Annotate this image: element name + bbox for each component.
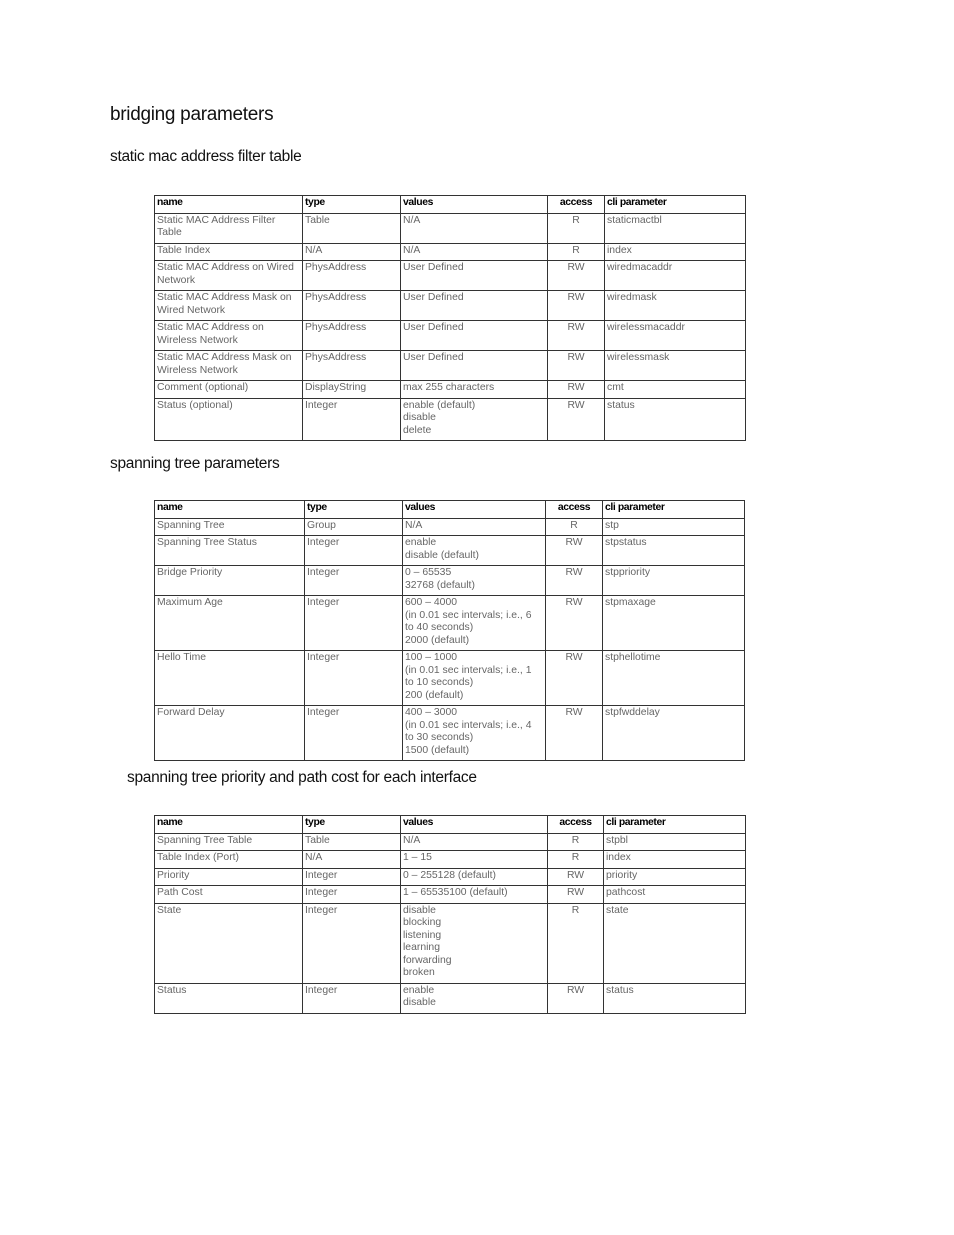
cell-values: disable blocking listening learning forwarding broken: [401, 903, 548, 983]
cell-cli-parameter: stphellotime: [603, 651, 745, 706]
cell-type: Table: [303, 213, 401, 243]
table-row: [155, 851, 746, 869]
cell-type: Table: [303, 833, 401, 851]
cell-access: RW: [548, 398, 605, 441]
cell-type: PhysAddress: [303, 291, 401, 321]
table-row: [155, 398, 746, 441]
cell-name: State: [155, 903, 303, 983]
cell-cli-parameter: cmt: [605, 381, 746, 399]
cell-name: Priority: [155, 868, 303, 886]
static-mac-filter-table: [154, 195, 746, 441]
header-cli-parameter: cli parameter: [603, 501, 745, 519]
table-row: [155, 706, 745, 761]
cell-type: Integer: [305, 536, 403, 566]
cell-cli-parameter: stpstatus: [603, 536, 745, 566]
cell-type: Integer: [303, 398, 401, 441]
cell-type: PhysAddress: [303, 261, 401, 291]
spanning-tree-priority-table: [154, 815, 746, 1014]
cell-name: Spanning Tree Status: [155, 536, 305, 566]
cell-name: Static MAC Address Mask on Wired Network: [155, 291, 303, 321]
header-type: type: [305, 501, 403, 519]
table-row: [155, 291, 746, 321]
cell-name: Forward Delay: [155, 706, 305, 761]
cell-access: RW: [548, 321, 605, 351]
cell-type: PhysAddress: [303, 351, 401, 381]
header-name: name: [155, 501, 305, 519]
cell-values: N/A: [401, 213, 548, 243]
table-row: [155, 868, 746, 886]
cell-values: max 255 characters: [401, 381, 548, 399]
cell-access: RW: [546, 706, 603, 761]
cell-cli-parameter: stpmaxage: [603, 596, 745, 651]
cell-type: Integer: [305, 651, 403, 706]
section-heading-spanning-tree-priority: spanning tree priority and path cost for each interface: [127, 769, 477, 786]
cell-values: 600 – 4000 (in 0.01 sec intervals; i.e., 6 to 40 seconds) 2000 (default): [403, 596, 546, 651]
cell-cli-parameter: stppriority: [603, 566, 745, 596]
table-row: [155, 833, 746, 851]
table-row: [155, 903, 746, 983]
cell-name: Table Index: [155, 243, 303, 261]
cell-cli-parameter: wirelessmacaddr: [605, 321, 746, 351]
cell-access: R: [548, 903, 604, 983]
header-access: access: [548, 816, 604, 834]
cell-values: User Defined: [401, 291, 548, 321]
cell-name: Static MAC Address Mask on Wireless Network: [155, 351, 303, 381]
cell-type: PhysAddress: [303, 321, 401, 351]
table-header-row: [155, 501, 745, 519]
cell-cli-parameter: status: [605, 398, 746, 441]
cell-values: 100 – 1000 (in 0.01 sec intervals; i.e., 1 to 10 seconds) 200 (default): [403, 651, 546, 706]
cell-cli-parameter: index: [605, 243, 746, 261]
header-type: type: [303, 196, 401, 214]
cell-values: 400 – 3000 (in 0.01 sec intervals; i.e., 4 to 30 seconds) 1500 (default): [403, 706, 546, 761]
cell-cli-parameter: pathcost: [604, 886, 746, 904]
table-row: [155, 983, 746, 1013]
cell-access: RW: [546, 651, 603, 706]
cell-name: Spanning Tree: [155, 518, 305, 536]
cell-values: N/A: [401, 243, 548, 261]
cell-values: enable disable: [401, 983, 548, 1013]
header-cli-parameter: cli parameter: [605, 196, 746, 214]
cell-cli-parameter: status: [604, 983, 746, 1013]
cell-access: RW: [548, 983, 604, 1013]
cell-values: 0 – 255128 (default): [401, 868, 548, 886]
header-access: access: [546, 501, 603, 519]
cell-type: Integer: [305, 566, 403, 596]
cell-access: RW: [546, 536, 603, 566]
header-type: type: [303, 816, 401, 834]
cell-access: R: [548, 833, 604, 851]
cell-name: Spanning Tree Table: [155, 833, 303, 851]
section-heading-static-mac: static mac address filter table: [110, 148, 302, 165]
table-row: [155, 213, 746, 243]
cell-values: enable (default) disable delete: [401, 398, 548, 441]
cell-cli-parameter: staticmactbl: [605, 213, 746, 243]
cell-name: Maximum Age: [155, 596, 305, 651]
cell-access: RW: [548, 886, 604, 904]
table-row: [155, 651, 745, 706]
cell-cli-parameter: wirelessmask: [605, 351, 746, 381]
cell-cli-parameter: state: [604, 903, 746, 983]
cell-values: 1 – 65535100 (default): [401, 886, 548, 904]
header-values: values: [403, 501, 546, 519]
cell-access: R: [546, 518, 603, 536]
table-row: [155, 518, 745, 536]
cell-type: Integer: [303, 903, 401, 983]
cell-cli-parameter: stpbl: [604, 833, 746, 851]
cell-access: RW: [548, 291, 605, 321]
cell-cli-parameter: stpfwddelay: [603, 706, 745, 761]
header-cli-parameter: cli parameter: [604, 816, 746, 834]
header-name: name: [155, 196, 303, 214]
cell-name: Path Cost: [155, 886, 303, 904]
cell-values: N/A: [401, 833, 548, 851]
cell-access: RW: [546, 596, 603, 651]
cell-values: User Defined: [401, 351, 548, 381]
header-values: values: [401, 816, 548, 834]
table-header-row: [155, 196, 746, 214]
cell-access: R: [548, 243, 605, 261]
cell-cli-parameter: index: [604, 851, 746, 869]
cell-type: Integer: [305, 706, 403, 761]
cell-values: User Defined: [401, 321, 548, 351]
cell-values: enable disable (default): [403, 536, 546, 566]
cell-name: Comment (optional): [155, 381, 303, 399]
cell-name: Bridge Priority: [155, 566, 305, 596]
cell-access: RW: [548, 868, 604, 886]
cell-type: Integer: [303, 886, 401, 904]
table-row: [155, 243, 746, 261]
cell-name: Static MAC Address on Wireless Network: [155, 321, 303, 351]
cell-access: RW: [548, 261, 605, 291]
table-row: [155, 381, 746, 399]
cell-type: Group: [305, 518, 403, 536]
cell-name: Status: [155, 983, 303, 1013]
cell-values: N/A: [403, 518, 546, 536]
cell-type: N/A: [303, 851, 401, 869]
spanning-tree-parameters-table: [154, 500, 745, 761]
header-values: values: [401, 196, 548, 214]
cell-access: RW: [548, 381, 605, 399]
table-row: [155, 566, 745, 596]
cell-cli-parameter: wiredmask: [605, 291, 746, 321]
cell-type: DisplayString: [303, 381, 401, 399]
cell-access: R: [548, 851, 604, 869]
cell-access: RW: [546, 566, 603, 596]
table-row: [155, 886, 746, 904]
cell-name: Table Index (Port): [155, 851, 303, 869]
cell-name: Static MAC Address on Wired Network: [155, 261, 303, 291]
cell-access: R: [548, 213, 605, 243]
cell-type: Integer: [305, 596, 403, 651]
cell-values: 0 – 65535 32768 (default): [403, 566, 546, 596]
table-header-row: [155, 816, 746, 834]
table-row: [155, 261, 746, 291]
cell-values: User Defined: [401, 261, 548, 291]
cell-name: Hello Time: [155, 651, 305, 706]
cell-values: 1 – 15: [401, 851, 548, 869]
header-access: access: [548, 196, 605, 214]
page-title: bridging parameters: [110, 104, 274, 125]
cell-cli-parameter: stp: [603, 518, 745, 536]
cell-cli-parameter: wiredmacaddr: [605, 261, 746, 291]
cell-name: Status (optional): [155, 398, 303, 441]
cell-type: Integer: [303, 983, 401, 1013]
cell-type: Integer: [303, 868, 401, 886]
table-row: [155, 536, 745, 566]
cell-cli-parameter: priority: [604, 868, 746, 886]
cell-type: N/A: [303, 243, 401, 261]
header-name: name: [155, 816, 303, 834]
cell-name: Static MAC Address Filter Table: [155, 213, 303, 243]
section-heading-spanning-tree: spanning tree parameters: [110, 455, 280, 472]
cell-access: RW: [548, 351, 605, 381]
table-row: [155, 351, 746, 381]
table-row: [155, 596, 745, 651]
table-row: [155, 321, 746, 351]
